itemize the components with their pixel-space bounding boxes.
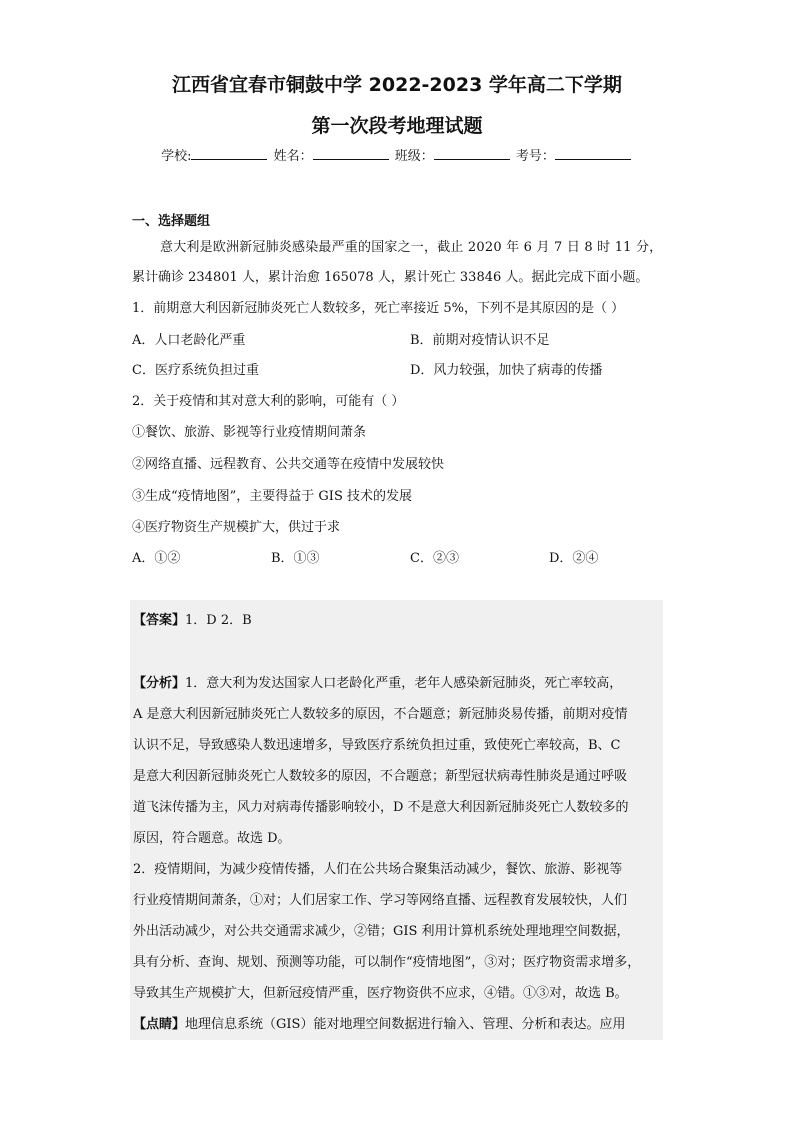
tip-label: 【点睛】: [133, 1017, 186, 1032]
q1-option-c: C．医疗系统负担过重: [132, 363, 259, 378]
analysis-line-4: 是意大利因新冠肺炎死亡人数较多的原因，不合题意；新型冠状病毒性肺炎是通过呼吸: [133, 769, 628, 784]
material-line-1: 意大利是欧洲新冠肺炎感染最严重的国家之一，截止 2020 年 6 月 7 日 8 时 11 分，: [160, 240, 663, 255]
name-blank: [313, 148, 389, 160]
analysis-text-1: 1．意大利为发达国家人口老龄化严重，老年人感染新冠肺炎，死亡率较高，: [185, 676, 623, 691]
tip-text: 地理信息系统（GIS）能对地理空间数据进行输入、管理、分析和表达。应用: [185, 1017, 626, 1032]
answer-text: 1．D 2．B: [185, 613, 252, 628]
question-1-stem: 1．前期意大利因新冠肺炎死亡人数较多，死亡率接近 5%，下列不是其原因的是（ ）: [132, 301, 625, 316]
answer-row: [133, 609, 252, 628]
section-heading: 一、选择题组: [132, 214, 211, 229]
analysis-line-10: 具有分析、查询、规划、预测等功能，可以制作“疫情地图”，③对；医疗物资需求增多，: [133, 955, 641, 970]
school-label: 学校:: [161, 149, 192, 164]
analysis-line-11: 导致其生产规模扩大，但新冠疫情严重，医疗物资供不应求，④错。①③对，故选 B。: [133, 986, 628, 1001]
q2-option-c: C．②③: [410, 551, 459, 566]
number-blank: [555, 148, 631, 160]
student-info-row: [0, 145, 794, 164]
name-label: 姓名：: [273, 149, 313, 164]
page-title: 江西省宜春市铜鼓中学 2022-2023 学年高二下学期: [172, 74, 622, 96]
analysis-line-1: [133, 672, 622, 691]
q2-statement-3: ③生成“疫情地图”，主要得益于 GIS 技术的发展: [132, 489, 412, 504]
analysis-line-7: 2．疫情期间，为减少疫情传播，人们在公共场合聚集活动减少，餐饮、旅游、影视等: [133, 862, 623, 877]
analysis-line-8: 行业疫情期间萧条，①对；人们居家工作、学习等网络直播、远程教育发展较快，人们: [133, 893, 628, 908]
q2-statement-1: ①餐饮、旅游、影视等行业疫情期间萧条: [132, 425, 367, 440]
q2-statement-4: ④医疗物资生产规模扩大，供过于求: [132, 520, 341, 535]
class-label: 班级：: [394, 149, 434, 164]
analysis-label: 【分析】: [133, 676, 186, 691]
q2-option-a: A．①②: [132, 551, 181, 566]
number-label: 考号：: [515, 149, 555, 164]
analysis-line-9: 外出活动减少，对公共交通需求减少，②错；GIS 利用计算机系统处理地理空间数据，: [133, 924, 630, 939]
analysis-line-3: 认识不足，导致感染人数迅速增多，导致医疗系统负担过重，致使死亡率较高，B、C: [133, 738, 621, 753]
analysis-line-5: 道飞沫传播为主，风力对病毒传播影响较小，D 不是意大利因新冠肺炎死亡人数较多的: [133, 800, 629, 815]
q2-option-d: D．②④: [549, 551, 599, 566]
q2-option-b: B．①③: [271, 551, 320, 566]
analysis-line-2: A 是意大利因新冠肺炎死亡人数较多的原因，不合题意；新冠肺炎易传播，前期对疫情: [133, 707, 628, 722]
analysis-line-6: 原因，符合题意。故选 D。: [133, 831, 291, 846]
tip-row: [133, 1013, 625, 1032]
class-blank: [434, 148, 510, 160]
question-2-stem: 2．关于疫情和其对意大利的影响，可能有（ ）: [132, 394, 405, 409]
school-blank: [191, 148, 267, 160]
q1-option-d: D．风力较强，加快了病毒的传播: [410, 363, 603, 378]
page-subtitle: 第一次段考地理试题: [311, 115, 483, 137]
answer-panel: [130, 600, 663, 1040]
answer-label: 【答案】: [133, 613, 186, 628]
q1-option-b: B．前期对疫情认识不足: [410, 333, 550, 348]
q2-statement-2: ②网络直播、远程教育、公共交通等在疫情中发展较快: [132, 457, 445, 472]
q1-option-a: A．人口老龄化严重: [132, 333, 246, 348]
material-line-2: 累计确诊 234801 人，累计治愈 165078 人，累计死亡 33846 人。据此完成下面小题。: [132, 270, 649, 285]
